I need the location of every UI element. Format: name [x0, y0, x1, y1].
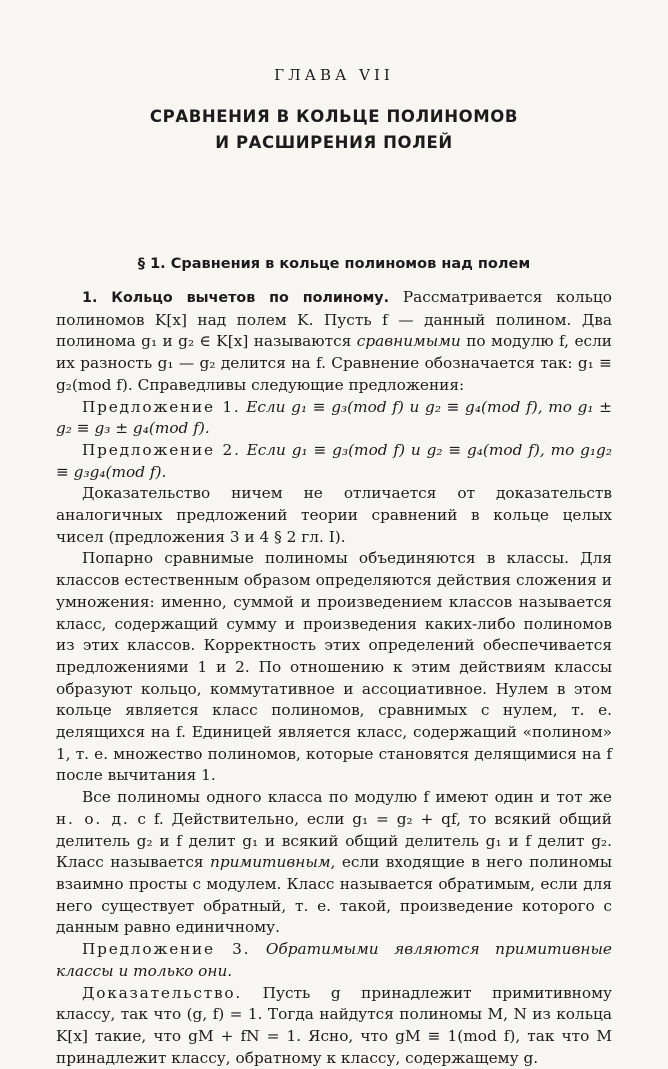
proposition-2: [56, 440, 612, 483]
chapter-title-line-1: СРАВНЕНИЯ В КОЛЬЦЕ ПОЛИНОМОВ: [0, 104, 668, 130]
emphasis-term: сравнимыми: [357, 332, 461, 350]
proposition-statement: Если g₁ ≡ g₃(mod f) и g₂ ≡ g₄(mod f), то g₁ ± g₂ ≡ g₃ ± g₄(mod f).: [56, 398, 612, 438]
abbreviation-gcd: н. о. д.: [56, 810, 130, 828]
paragraph-text: по модулю f, если их разность g₁ — g₂ делится на f. Сравнение обозначается так: g₁ ≡ g₂(mod f). Справедливы следующие предложения:: [56, 332, 612, 393]
proposition-label: Предложение 2.: [82, 441, 241, 459]
paragraph-proof-note: Доказательство ничем не отличается от доказательств аналогичных предложений теории сравнений в кольце целых чисел (предложения 3 и 4 § 2 гл. I).: [56, 483, 612, 548]
emphasis-term: примитивным: [210, 853, 331, 871]
proposition-statement: Обратимыми являются примитивные классы и только они.: [56, 940, 612, 980]
chapter-title: [0, 104, 668, 156]
proof-label: Доказательство.: [82, 984, 242, 1002]
proposition-statement: Если g₁ ≡ g₃(mod f) и g₂ ≡ g₄(mod f), то g₁g₂ ≡ g₃g₄(mod f).: [56, 441, 612, 481]
paragraph-classes: Попарно сравнимые полиномы объединяются в классы. Для классов естественным образом определяются действия сложения и умножения: именно, суммой и произведением классов называется класс, содержащий сумму и произведения каких-либо полиномов из этих классов. Корректность этих определений обеспечивается предложениями 1 и 2. По отношению к этим действиям классы образуют кольцо, коммутативное и ассоциативное. Нулем в этом кольце является класс полиномов, сравнимых с нулем, т. е. делящихся на f. Единицей является класс, содержащий «полином» 1, т. е. множество полиномов, которые становятся делящимися на f после вычитания 1.: [56, 548, 612, 787]
paragraph-gcd: [56, 787, 612, 939]
paragraph-text: , если входящие в него полиномы взаимно просты с модулем. Класс называется обратимым, если для него существует обратный, т. е. такой, произведение которого с данным равно единичному.: [56, 853, 612, 936]
subsection-heading: 1. Кольцо вычетов по полиному.: [82, 290, 389, 306]
proposition-3: [56, 939, 612, 982]
paragraph-text: с f. Действительно, если g₁ = g₂ + qf, то всякий общий делитель g₂ и f делит g₁ и всякий общий делитель g₁ и f делит g₂. Класс называется: [56, 810, 612, 871]
body-text: [56, 287, 612, 1069]
paragraph-text: Рассматривается кольцо полиномов K[x] над полем K. Пусть f — данный полином. Два полинома g₁ и g₂ ∈ K[x] называются: [56, 288, 612, 350]
chapter-heading: ГЛАВА VII: [0, 66, 668, 84]
proposition-1: [56, 397, 612, 440]
paragraph-ring-of-residues: [56, 287, 612, 397]
paragraph-text: Все полиномы одного класса по модулю f имеют один и тот же: [82, 788, 612, 806]
proof: [56, 983, 612, 1069]
proposition-label: Предложение 3.: [82, 940, 250, 958]
proof-text: Пусть g принадлежит примитивному классу, так что (g, f) = 1. Тогда найдутся полиномы M, N из кольца K[x] такие, что gM + fN = 1. Ясно, что gM ≡ 1(mod f), так что M принадлежит классу, обратному к классу, содержащему g.: [56, 984, 612, 1067]
chapter-title-line-2: И РАСШИРЕНИЯ ПОЛЕЙ: [0, 130, 668, 156]
proposition-label: Предложение 1.: [82, 398, 241, 416]
section-heading: § 1. Сравнения в кольце полиномов над полем: [0, 256, 668, 272]
